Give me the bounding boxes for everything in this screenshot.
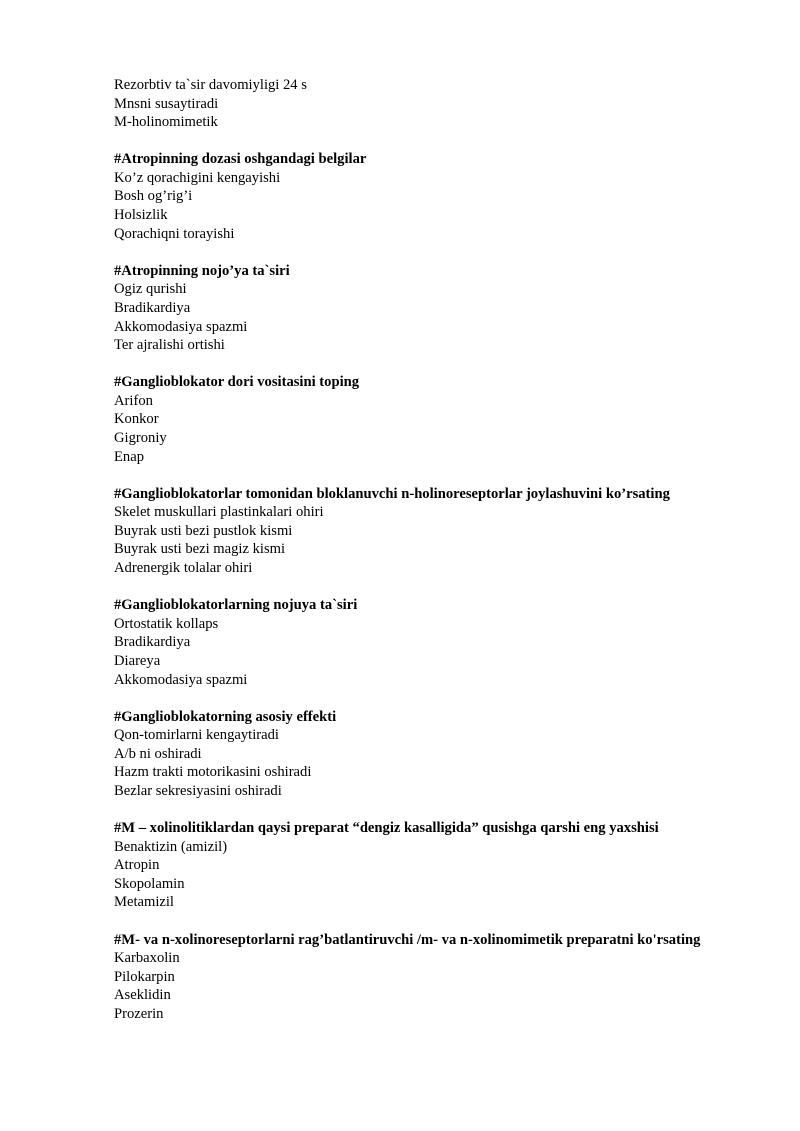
answer-option: Ogiz qurishi: [114, 281, 187, 298]
intro-block: [114, 76, 754, 132]
answer-option: Bradikardiya: [114, 634, 191, 651]
answer-option: Bradikardiya: [114, 299, 191, 316]
answer-option: Akkomodasiya spazmi: [114, 671, 248, 688]
answer-option: Buyrak usti bezi pustlok kismi: [114, 522, 293, 539]
answer-option: Pilokarpin: [114, 968, 175, 985]
answer-option: Ter ajralishi ortishi: [114, 337, 225, 354]
answer-option: Hazm trakti motorikasini oshiradi: [114, 764, 312, 781]
question-heading: #Atropinning nojo’ya ta`siri: [114, 262, 290, 279]
answer-option: Bosh og’rig’i: [114, 188, 193, 205]
answer-option: Buyrak usti bezi magiz kismi: [114, 541, 286, 558]
answer-option: Holsizlik: [114, 207, 168, 224]
answer-option: Karbaxolin: [114, 950, 180, 967]
answer-option: Benaktizin (amizil): [114, 838, 228, 855]
answer-option: Arifon: [114, 392, 153, 409]
question-block: [114, 373, 754, 466]
answer-option: Adrenergik tolalar ohiri: [114, 560, 253, 577]
answer-option: Skopolamin: [114, 875, 185, 892]
answer-option: Konkor: [114, 411, 159, 428]
answer-option: Diareya: [114, 652, 161, 669]
question-heading: #Ganglioblokatorlarning nojuya ta`siri: [114, 597, 358, 614]
question-block: [114, 485, 754, 578]
answer-option: Bezlar sekresiyasini oshiradi: [114, 783, 282, 799]
question-block: [114, 708, 754, 801]
answer-option: Ko’z qorachigini kengayishi: [114, 169, 281, 186]
question-heading: #Ganglioblokator dori vositasini toping: [114, 374, 360, 391]
answer-option: M-holinomimetik: [114, 114, 218, 131]
answer-option: Gigroniy: [114, 430, 167, 446]
question-heading: #M- va n-xolinoreseptorlarni rag’batlantiruvchi /m- va n-xolinomimetik preparatni ko'rsating: [114, 931, 701, 948]
answer-option: Qorachiqni torayishi: [114, 225, 235, 242]
answer-option: Rezorbtiv ta`sir davomiyligi 24 s: [114, 77, 307, 93]
answer-option: Skelet muskullari plastinkalari ohiri: [114, 504, 324, 521]
answer-option: Prozerin: [114, 1005, 164, 1022]
question-block: [114, 931, 754, 1024]
document-page: [114, 76, 754, 1024]
answer-option: Enap: [114, 448, 144, 465]
answer-option: Metamizil: [114, 894, 174, 911]
question-heading: #Ganglioblokatorning asosiy effekti: [114, 708, 337, 725]
question-block: [114, 819, 754, 912]
answer-option: Akkomodasiya spazmi: [114, 318, 248, 335]
question-heading: #Atropinning dozasi oshgandagi belgilar: [114, 151, 367, 168]
question-block: [114, 150, 754, 243]
answer-option: Qon-tomirlarni kengaytiradi: [114, 727, 279, 744]
question-heading: #Ganglioblokatorlar tomonidan bloklanuvchi n-holinoreseptorlar joylashuvini ko’rsating: [114, 485, 670, 502]
question-block: [114, 262, 754, 355]
answer-option: A/b ni oshiradi: [114, 745, 202, 762]
answer-option: Mnsni susaytiradi: [114, 95, 219, 112]
answer-option: Aseklidin: [114, 987, 171, 1004]
question-heading: #M – xolinolitiklardan qaysi preparat “dengiz kasalligida” qusishga qarshi eng yaxshisi: [114, 820, 659, 837]
question-block: [114, 596, 754, 689]
answer-option: Atropin: [114, 857, 160, 874]
answer-option: Ortostatik kollaps: [114, 615, 219, 632]
